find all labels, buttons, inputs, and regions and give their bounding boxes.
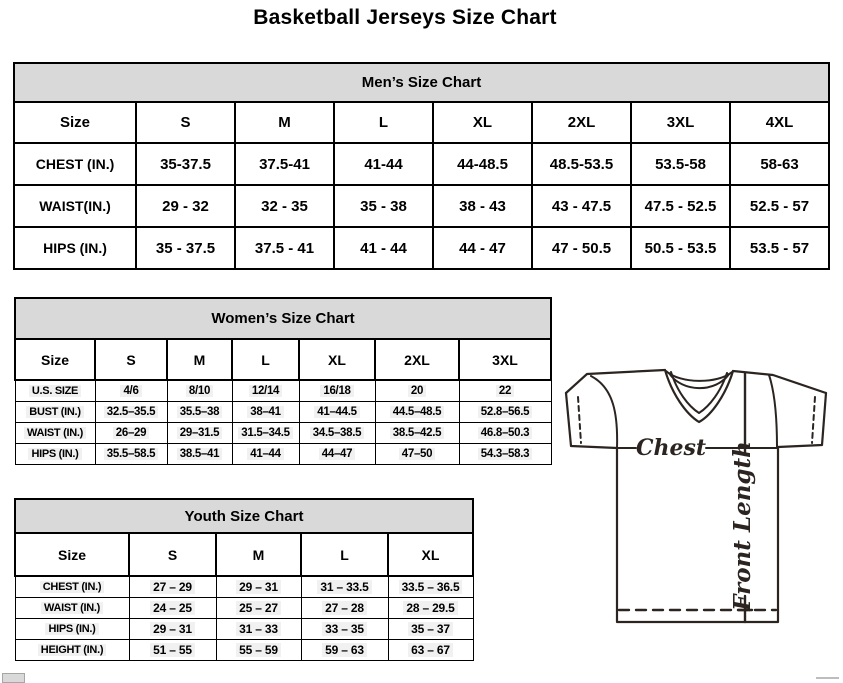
- womens_chart-cell-1-2: 38–41: [232, 402, 299, 423]
- mens_chart-cell-1-4: 43 - 47.5: [532, 185, 631, 227]
- womens_chart-cell-0-5: 22: [459, 380, 551, 402]
- youth-size-chart-table: [14, 498, 474, 661]
- youth_chart-row-1: [15, 598, 473, 619]
- youth_chart-cell-2-0: 29 – 31: [129, 619, 216, 640]
- mens_chart-col-header-4: XL: [433, 102, 532, 143]
- womens_chart-cell-3-0: 35.5–58.5: [95, 444, 167, 465]
- youth_chart-title: Youth Size Chart: [15, 499, 473, 533]
- mens_chart-title: Men’s Size Chart: [14, 63, 829, 102]
- mens_chart-col-header-6: 3XL: [631, 102, 730, 143]
- youth_chart-cell-1-2: 27 – 28: [301, 598, 388, 619]
- youth_chart-row-label-2: HIPS (IN.): [15, 619, 129, 640]
- womens_chart-cell-1-5: 52.8–56.5: [459, 402, 551, 423]
- womens_chart-col-header-3: L: [232, 339, 299, 380]
- youth_chart-row-0: [15, 576, 473, 598]
- womens_chart-cell-2-1: 29–31.5: [167, 423, 232, 444]
- womens_chart-row-1: [15, 402, 551, 423]
- mens_chart-cell-1-6: 52.5 - 57: [730, 185, 829, 227]
- scrollbar-fragment-left[interactable]: [2, 673, 25, 683]
- mens_chart-cell-2-1: 37.5 - 41: [235, 227, 334, 269]
- womens_chart-cell-1-4: 44.5–48.5: [375, 402, 459, 423]
- womens_chart-cell-0-0: 4/6: [95, 380, 167, 402]
- womens_chart-col-header-4: XL: [299, 339, 375, 380]
- youth_chart-cell-1-3: 28 – 29.5: [388, 598, 473, 619]
- mens_chart-cell-2-5: 50.5 - 53.5: [631, 227, 730, 269]
- womens_chart-cell-2-4: 38.5–42.5: [375, 423, 459, 444]
- youth_chart-cell-3-2: 59 – 63: [301, 640, 388, 661]
- youth_chart-cell-0-1: 29 – 31: [216, 576, 301, 598]
- mens_chart-col-header-2: M: [235, 102, 334, 143]
- womens-size-chart-table: [14, 297, 552, 465]
- womens_chart-row-label-1: BUST (IN.): [15, 402, 95, 423]
- youth_chart-col-header-1: S: [129, 533, 216, 576]
- jersey-left-cuff-dashes: [578, 397, 581, 443]
- mens_chart-cell-2-0: 35 - 37.5: [136, 227, 235, 269]
- youth_chart-row-label-0: CHEST (IN.): [15, 576, 129, 598]
- youth_chart-cell-0-3: 33.5 – 36.5: [388, 576, 473, 598]
- youth_chart-row-2: [15, 619, 473, 640]
- youth_chart-row-label-3: HEIGHT (IN.): [15, 640, 129, 661]
- mens_chart-row-1: [14, 185, 829, 227]
- womens_chart-col-header-0: Size: [15, 339, 95, 380]
- womens_chart-cell-0-3: 16/18: [299, 380, 375, 402]
- womens_chart-row-label-0: U.S. SIZE: [15, 380, 95, 402]
- mens_chart-cell-0-0: 35-37.5: [136, 143, 235, 185]
- mens_chart-cell-0-5: 53.5-58: [631, 143, 730, 185]
- mens_chart-row-0: [14, 143, 829, 185]
- youth_chart-col-header-2: M: [216, 533, 301, 576]
- front-length-label: Front Length: [729, 441, 756, 611]
- mens_chart-cell-2-6: 53.5 - 57: [730, 227, 829, 269]
- youth_chart-cell-2-2: 33 – 35: [301, 619, 388, 640]
- womens_chart-cell-2-0: 26–29: [95, 423, 167, 444]
- womens_chart-cell-1-1: 35.5–38: [167, 402, 232, 423]
- womens_chart-cell-0-2: 12/14: [232, 380, 299, 402]
- mens_chart-cell-0-6: 58-63: [730, 143, 829, 185]
- youth_chart-cell-1-1: 25 – 27: [216, 598, 301, 619]
- youth_chart-col-header-3: L: [301, 533, 388, 576]
- mens_chart-cell-0-2: 41-44: [334, 143, 433, 185]
- mens_chart-row-label-0: CHEST (IN.): [14, 143, 136, 185]
- mens-size-chart-table: [13, 62, 830, 270]
- jersey-illustration: [558, 360, 833, 625]
- youth_chart-row-3: [15, 640, 473, 661]
- womens_chart-cell-1-0: 32.5–35.5: [95, 402, 167, 423]
- chest-label: Chest: [635, 435, 707, 461]
- womens_chart-title: Women’s Size Chart: [15, 298, 551, 339]
- womens_chart-col-header-6: 3XL: [459, 339, 551, 380]
- jersey-measurement-diagram: [558, 360, 833, 625]
- womens_chart-row-3: [15, 444, 551, 465]
- womens_chart-col-header-5: 2XL: [375, 339, 459, 380]
- mens_chart-cell-2-2: 41 - 44: [334, 227, 433, 269]
- mens_chart-col-header-7: 4XL: [730, 102, 829, 143]
- womens_chart-row-label-3: HIPS (IN.): [15, 444, 95, 465]
- mens_chart-cell-1-0: 29 - 32: [136, 185, 235, 227]
- womens_chart-cell-2-3: 34.5–38.5: [299, 423, 375, 444]
- womens_chart-cell-3-3: 44–47: [299, 444, 375, 465]
- youth_chart-cell-0-2: 31 – 33.5: [301, 576, 388, 598]
- mens_chart-col-header-3: L: [334, 102, 433, 143]
- mens_chart-col-header-1: S: [136, 102, 235, 143]
- mens_chart-cell-1-1: 32 - 35: [235, 185, 334, 227]
- mens_chart-row-2: [14, 227, 829, 269]
- mens_chart-col-header-5: 2XL: [532, 102, 631, 143]
- mens_chart-cell-1-3: 38 - 43: [433, 185, 532, 227]
- youth_chart-cell-2-3: 35 – 37: [388, 619, 473, 640]
- womens_chart-row-2: [15, 423, 551, 444]
- womens_chart-cell-2-2: 31.5–34.5: [232, 423, 299, 444]
- mens_chart-cell-1-2: 35 - 38: [334, 185, 433, 227]
- mens_chart-cell-0-1: 37.5-41: [235, 143, 334, 185]
- womens_chart-col-header-2: M: [167, 339, 232, 380]
- womens_chart-cell-3-2: 41–44: [232, 444, 299, 465]
- womens_chart-cell-3-1: 38.5–41: [167, 444, 232, 465]
- youth_chart-cell-1-0: 24 – 25: [129, 598, 216, 619]
- jersey-left-sleeve: [566, 393, 617, 448]
- jersey-right-cuff-dashes: [812, 397, 815, 443]
- jersey-right-sleeve: [778, 393, 826, 447]
- womens_chart-cell-3-4: 47–50: [375, 444, 459, 465]
- mens_chart-row-label-1: WAIST(IN.): [14, 185, 136, 227]
- youth_chart-cell-3-3: 63 – 67: [388, 640, 473, 661]
- womens_chart-col-header-1: S: [95, 339, 167, 380]
- womens_chart-cell-3-5: 54.3–58.3: [459, 444, 551, 465]
- mens_chart-cell-0-4: 48.5-53.5: [532, 143, 631, 185]
- page-title: Basketball Jerseys Size Chart: [253, 6, 557, 29]
- womens_chart-row-0: [15, 380, 551, 402]
- mens_chart-row-label-2: HIPS (IN.): [14, 227, 136, 269]
- mens_chart-cell-2-3: 44 - 47: [433, 227, 532, 269]
- mens_chart-col-header-0: Size: [14, 102, 136, 143]
- youth_chart-cell-3-1: 55 – 59: [216, 640, 301, 661]
- womens_chart-cell-2-5: 46.8–50.3: [459, 423, 551, 444]
- youth_chart-cell-3-0: 51 – 55: [129, 640, 216, 661]
- youth_chart-cell-0-0: 27 – 29: [129, 576, 216, 598]
- womens_chart-cell-0-4: 20: [375, 380, 459, 402]
- mens_chart-cell-0-3: 44-48.5: [433, 143, 532, 185]
- mens_chart-cell-2-4: 47 - 50.5: [532, 227, 631, 269]
- womens_chart-cell-1-3: 41–44.5: [299, 402, 375, 423]
- womens_chart-row-label-2: WAIST (IN.): [15, 423, 95, 444]
- youth_chart-col-header-0: Size: [15, 533, 129, 576]
- youth_chart-cell-2-1: 31 – 33: [216, 619, 301, 640]
- youth_chart-col-header-4: XL: [388, 533, 473, 576]
- youth_chart-row-label-1: WAIST (IN.): [15, 598, 129, 619]
- mens_chart-cell-1-5: 47.5 - 52.5: [631, 185, 730, 227]
- womens_chart-cell-0-1: 8/10: [167, 380, 232, 402]
